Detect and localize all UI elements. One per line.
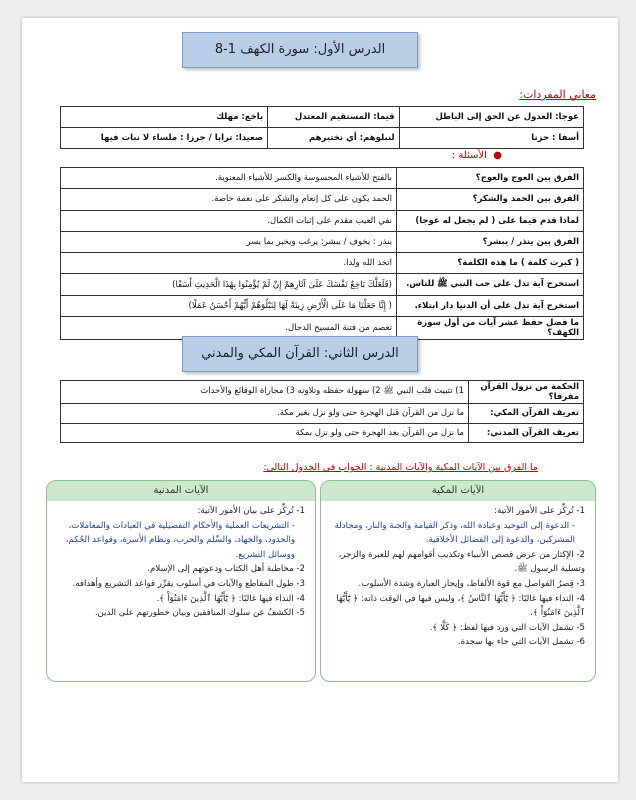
list-item: 4- النداء فيها غالبًا: ﴿ يَٰٓأَيُّهَا ٱلنَّاسُ ﴾، وليس فيها في الوقت ذاته: ﴿ يَٰٓأَيُّهَا ٱلَّذِينَ ءَامَنُوٓاْ ﴾. bbox=[336, 593, 585, 619]
answer-cell: بالفتح للأشياء المحسوسة والكسر للأشياء المعنوية. bbox=[61, 168, 397, 189]
table-row bbox=[61, 404, 584, 424]
makki-panel-title: الآيات المكية bbox=[321, 481, 595, 501]
vocab-cell: باخع: مهلك bbox=[61, 107, 268, 128]
lesson1-title: الدرس الأول: سورة الكهف 1-8 bbox=[182, 32, 418, 68]
table-row bbox=[61, 210, 584, 231]
list-item: - الدعوة إلى التوحيد وعبادة الله، وذكر القيامة والجنة والنار، ومجادلة المشركين، والدعوة إلى الفضائل الأخلاقية. bbox=[334, 520, 575, 546]
table-row bbox=[61, 274, 584, 295]
question-cell: استخرج آية تدل على أن الدنيا دار ابتلاء. bbox=[397, 295, 584, 316]
table-row bbox=[61, 423, 584, 443]
table-row bbox=[61, 107, 584, 128]
table-row bbox=[61, 231, 584, 252]
answer-cell: الحمد يكون على كل إنعام والشكر على نعمة خاصة. bbox=[61, 189, 397, 210]
vocab-cell: أسفا : حزنا bbox=[399, 128, 583, 149]
question-cell: ( كبرت كلمة ) ما هذه الكلمة؟ bbox=[397, 253, 584, 274]
question-cell: لماذا قدم قيما على ( لم يجعل له عوجا) bbox=[397, 210, 584, 231]
questions-heading: الأسئلة : bbox=[451, 150, 487, 161]
answer-cell: تعصم من فتنة المسيح الدجال. bbox=[61, 317, 397, 340]
list-item: 1- تُركِّز على الأمور الآتية: bbox=[494, 506, 585, 516]
question-cell: استخرج آية تدل على حب النبي ﷺ للناس. bbox=[397, 274, 584, 295]
question-cell: الفرق بين الحمد والشكر؟ bbox=[397, 189, 584, 210]
list-item: 2- مخاطبة أهل الكتاب ودعوتهم إلى الإسلام. bbox=[147, 564, 305, 575]
list-item: 5- الكشفُ عن سلوك المنافقين وبيان خطورتهم على الدين. bbox=[94, 608, 305, 619]
lesson2-table bbox=[60, 380, 584, 443]
list-item: 2- الإكثار من عرض قصص الأنبياء وتكذيب أقوامهم لهم للعبرة والزجر، وتسلية الرسول ﷺ. bbox=[338, 549, 585, 575]
question-cell: تعريف القرآن المكي: bbox=[469, 404, 584, 424]
answer-cell: ما نزل من القرآن قبل الهجرة حتى ولو نزل بغير مكة. bbox=[61, 404, 469, 424]
compare-heading: ما الفرق بين الآيات المكية والآيات المدنية : الجواب في الجدول التالي: bbox=[263, 462, 538, 473]
vocab-heading: معاني المفردات: bbox=[519, 88, 596, 101]
list-item: 5- تشمل الآيات التي ورد فيها لفظ: ﴿ كَلَّا ﴾. bbox=[429, 622, 585, 633]
bullet-icon: ● bbox=[486, 150, 502, 161]
answer-cell: 1) تثبيت قلب النبي ﷺ 2) سهولة حفظه وتلاوته 3) مجاراة الوقائع والأحداث bbox=[61, 381, 469, 404]
list-item: 1- تُركِّز على بيان الأمور الآتية: bbox=[197, 506, 305, 516]
table-row bbox=[61, 295, 584, 316]
answer-cell: ما نزل من القرآن بعد الهجرة حتى ولو نزل بمكة bbox=[61, 423, 469, 443]
table-row bbox=[61, 189, 584, 210]
table-row bbox=[61, 253, 584, 274]
question-cell: تعريف القرآن المدني: bbox=[469, 423, 584, 443]
list-item: 3- قِصرُ الفواصل مع قوة الألفاظ، وإيجاز العبارة وشدة الأسلوب. bbox=[358, 578, 585, 589]
table-row bbox=[61, 168, 584, 189]
answer-cell: ينذر : يخوف / يبشر: يرغب ويخبر بما يسر bbox=[61, 231, 397, 252]
answer-cell: (فَلَعَلَّكَ بَاخِعٌ نَفْسَكَ عَلَىٰ آثَارِهِمْ إِنْ لَمْ يُؤْمِنُوا بِهَٰذَا الْحَدِيثِ أَسَفًا) bbox=[61, 274, 397, 295]
madani-panel bbox=[46, 480, 316, 682]
worksheet-page bbox=[22, 18, 618, 782]
vocab-cell: صعيدا: ترابا / جرزا : ملساء لا نبات فيها bbox=[61, 128, 268, 149]
questions-table bbox=[60, 167, 584, 340]
answer-cell: ( إِنَّا جَعَلْنَا مَا عَلَى الْأَرْضِ زِينَةً لَهَا لِنَبْلُوَهُمْ أَيُّهُمْ أَحْسَنُ عَمَلًا) bbox=[61, 295, 397, 316]
list-item: 3- طول المقاطع والآيات في أسلوب يقرِّر قواعد التشريع وأهدافه. bbox=[72, 578, 305, 589]
lesson2-title: الدرس الثاني: القرآن المكي والمدني bbox=[182, 336, 418, 372]
question-cell: الفرق بين ينذر / يبشر؟ bbox=[397, 231, 584, 252]
makki-panel bbox=[320, 480, 596, 682]
list-item: 4- النداء فيها غالبًا: ﴿ يَٰٓأَيُّهَا ٱلَّذِينَ ءَامَنُوٓاْ ﴾. bbox=[156, 593, 305, 604]
vocab-cell: عوجا: العدول عن الحق إلى الباطل bbox=[399, 107, 583, 128]
question-cell: ما فضل حفظ عشر آيات من أول سورة الكهف؟ bbox=[397, 317, 584, 340]
question-cell: الحكمة من نزول القرآن مفرقا؟ bbox=[469, 381, 584, 404]
answer-cell: اتخذ الله ولدا. bbox=[61, 253, 397, 274]
vocab-cell: لنبلوهم: أي نختبرهم bbox=[268, 128, 399, 149]
vocab-cell: قيما: المستقيم المعتدل bbox=[268, 107, 399, 128]
list-item: - التشريعات العملية والأحكام التفصيلية في العبادات والمعاملات، والحدود، والجهاد، والسِّلم والحرب، ونظام الأسرة، وقواعد الحُكم، ووسائل التشريع. bbox=[65, 520, 295, 560]
list-item: 6- تشمل الآيات التي جاء بها سجدة. bbox=[457, 637, 585, 648]
madani-panel-title: الآيات المدنية bbox=[47, 481, 315, 501]
madani-list bbox=[47, 501, 315, 621]
vocab-table bbox=[60, 106, 584, 149]
table-row bbox=[61, 381, 584, 404]
answer-cell: نفي العيب مقدم على إثبات الكمال. bbox=[61, 210, 397, 231]
question-cell: الفرق بين العوج والعوج؟ bbox=[397, 168, 584, 189]
table-row bbox=[61, 128, 584, 149]
makki-list bbox=[321, 501, 595, 650]
questions-heading-wrap bbox=[452, 150, 502, 161]
